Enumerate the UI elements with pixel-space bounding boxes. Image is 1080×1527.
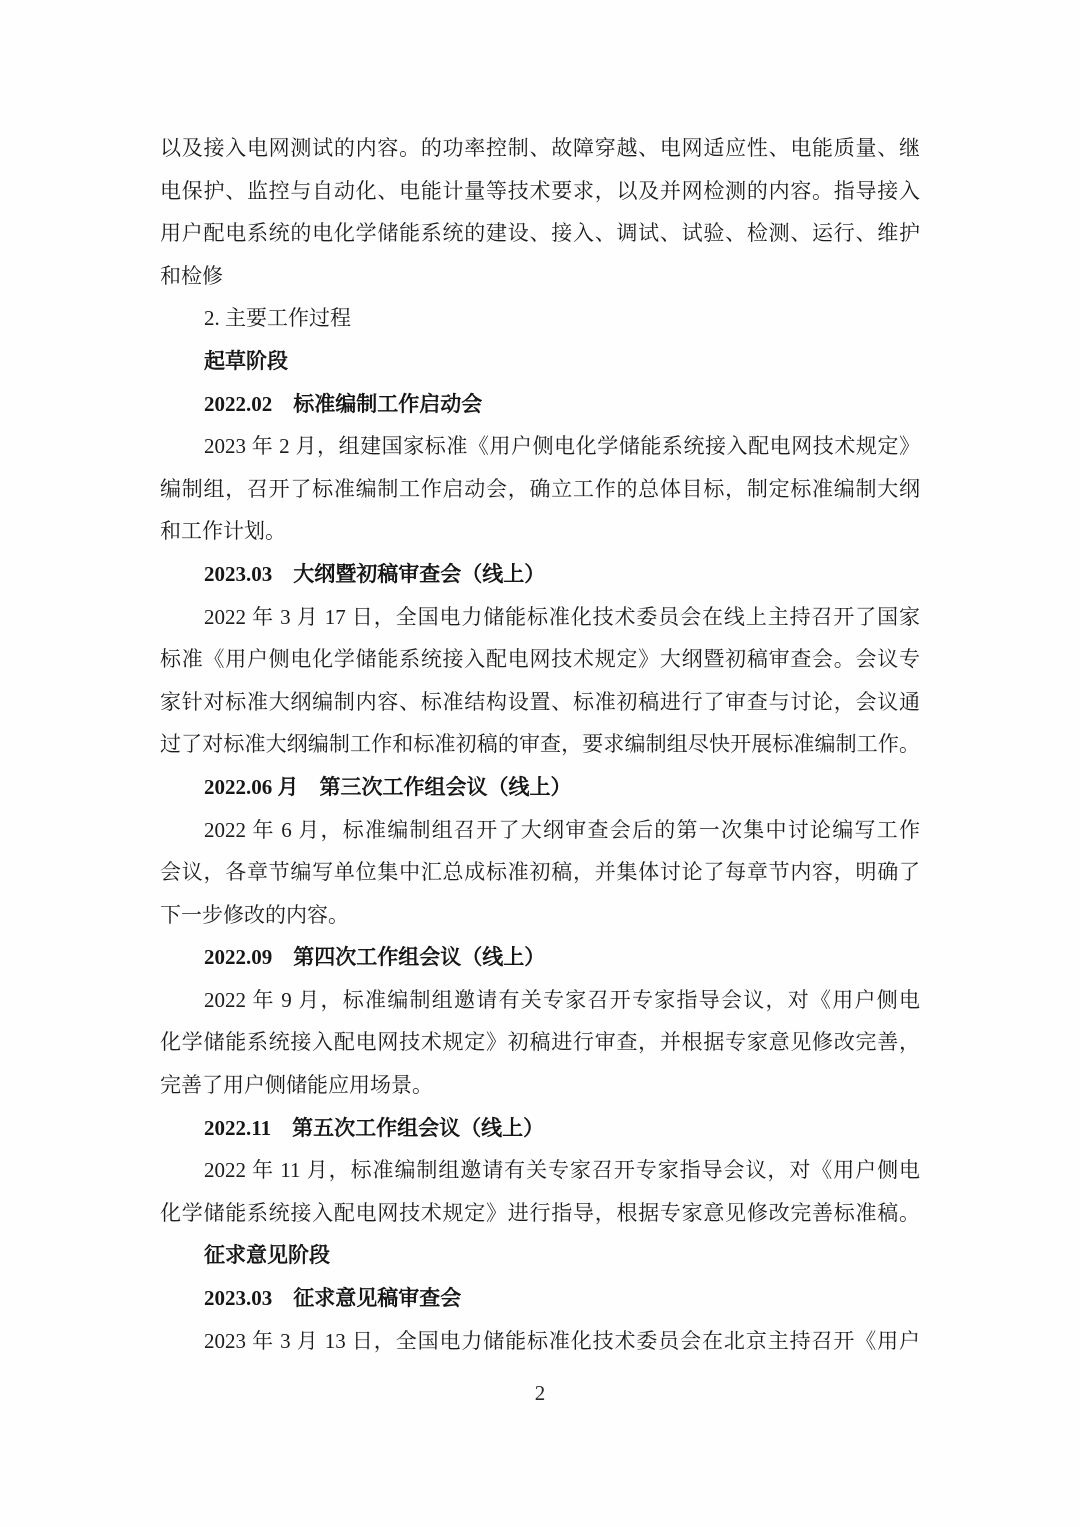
page-number: 2 xyxy=(534,1381,546,1405)
heading-line: 2022.06 月 第三次工作组会议（线上） xyxy=(204,774,572,799)
heading-line: 2023.03 征求意见稿审查会 xyxy=(204,1286,462,1311)
body-line: 和检修 xyxy=(160,263,223,288)
body-line: 2022 年 6 月，标准编制组召开了大纲审查会后的第一次集中讨论编写工作 xyxy=(204,817,920,842)
body-line: 2022 年 11 月，标准编制组邀请有关专家召开专家指导会议，对《用户侧电 xyxy=(204,1158,920,1183)
body-line: 以及接入电网测试的内容。的功率控制、故障穿越、电网适应性、电能质量、继 xyxy=(160,136,920,160)
body-line: 完善了用户侧储能应用场景。 xyxy=(160,1073,433,1098)
body-line: 和工作计划。 xyxy=(160,519,286,544)
document-text xyxy=(160,127,920,1362)
heading-line: 2023.03 大纲暨初稿审查会（线上） xyxy=(204,561,546,586)
body-line: 会议，各章节编写单位集中汇总成标准初稿，并集体讨论了每章节内容，明确了 xyxy=(160,860,920,885)
body-line: 用户配电系统的电化学储能系统的建设、接入、调试、试验、检测、运行、维护 xyxy=(160,221,920,246)
heading-line: 2022.02 标准编制工作启动会 xyxy=(204,391,483,416)
body-line: 过了对标准大纲编制工作和标准初稿的审查，要求编制组尽快开展标准编制工作。 xyxy=(160,732,920,757)
heading-line: 2022.11 第五次工作组会议（线上） xyxy=(204,1115,545,1140)
stage-heading: 征求意见阶段 xyxy=(204,1243,330,1268)
heading-line: 2022.09 第四次工作组会议（线上） xyxy=(204,945,546,970)
body-line: 化学储能系统接入配电网技术规定》初稿进行审查，并根据专家意见修改完善， xyxy=(160,1030,920,1055)
section-title: 2. 主要工作过程 xyxy=(204,306,351,331)
body-line: 电保护、监控与自动化、电能计量等技术要求，以及并网检测的内容。指导接入 xyxy=(160,178,920,203)
stage-heading: 起草阶段 xyxy=(204,348,288,373)
body-line: 2022 年 3 月 17 日，全国电力储能标准化技术委员会在线上主持召开了国家 xyxy=(204,604,920,629)
body-line: 下一步修改的内容。 xyxy=(160,902,349,927)
body-line: 编制组，召开了标准编制工作启动会，确立工作的总体目标，制定标准编制大纲 xyxy=(160,476,920,501)
body-line: 化学储能系统接入配电网技术规定》进行指导，根据专家意见修改完善标准稿。 xyxy=(160,1200,920,1225)
body-line: 2023 年 3 月 13 日，全国电力储能标准化技术委员会在北京主持召开《用户 xyxy=(204,1328,920,1353)
body-line: 2023 年 2 月，组建国家标准《用户侧电化学储能系统接入配电网技术规定》 xyxy=(204,434,920,459)
body-line: 家针对标准大纲编制内容、标准结构设置、标准初稿进行了审查与讨论，会议通 xyxy=(160,689,920,714)
body-line: 标准《用户侧电化学储能系统接入配电网技术规定》大纲暨初稿审查会。会议专 xyxy=(160,647,920,672)
body-line: 2022 年 9 月，标准编制组邀请有关专家召开专家指导会议，对《用户侧电 xyxy=(204,987,920,1012)
